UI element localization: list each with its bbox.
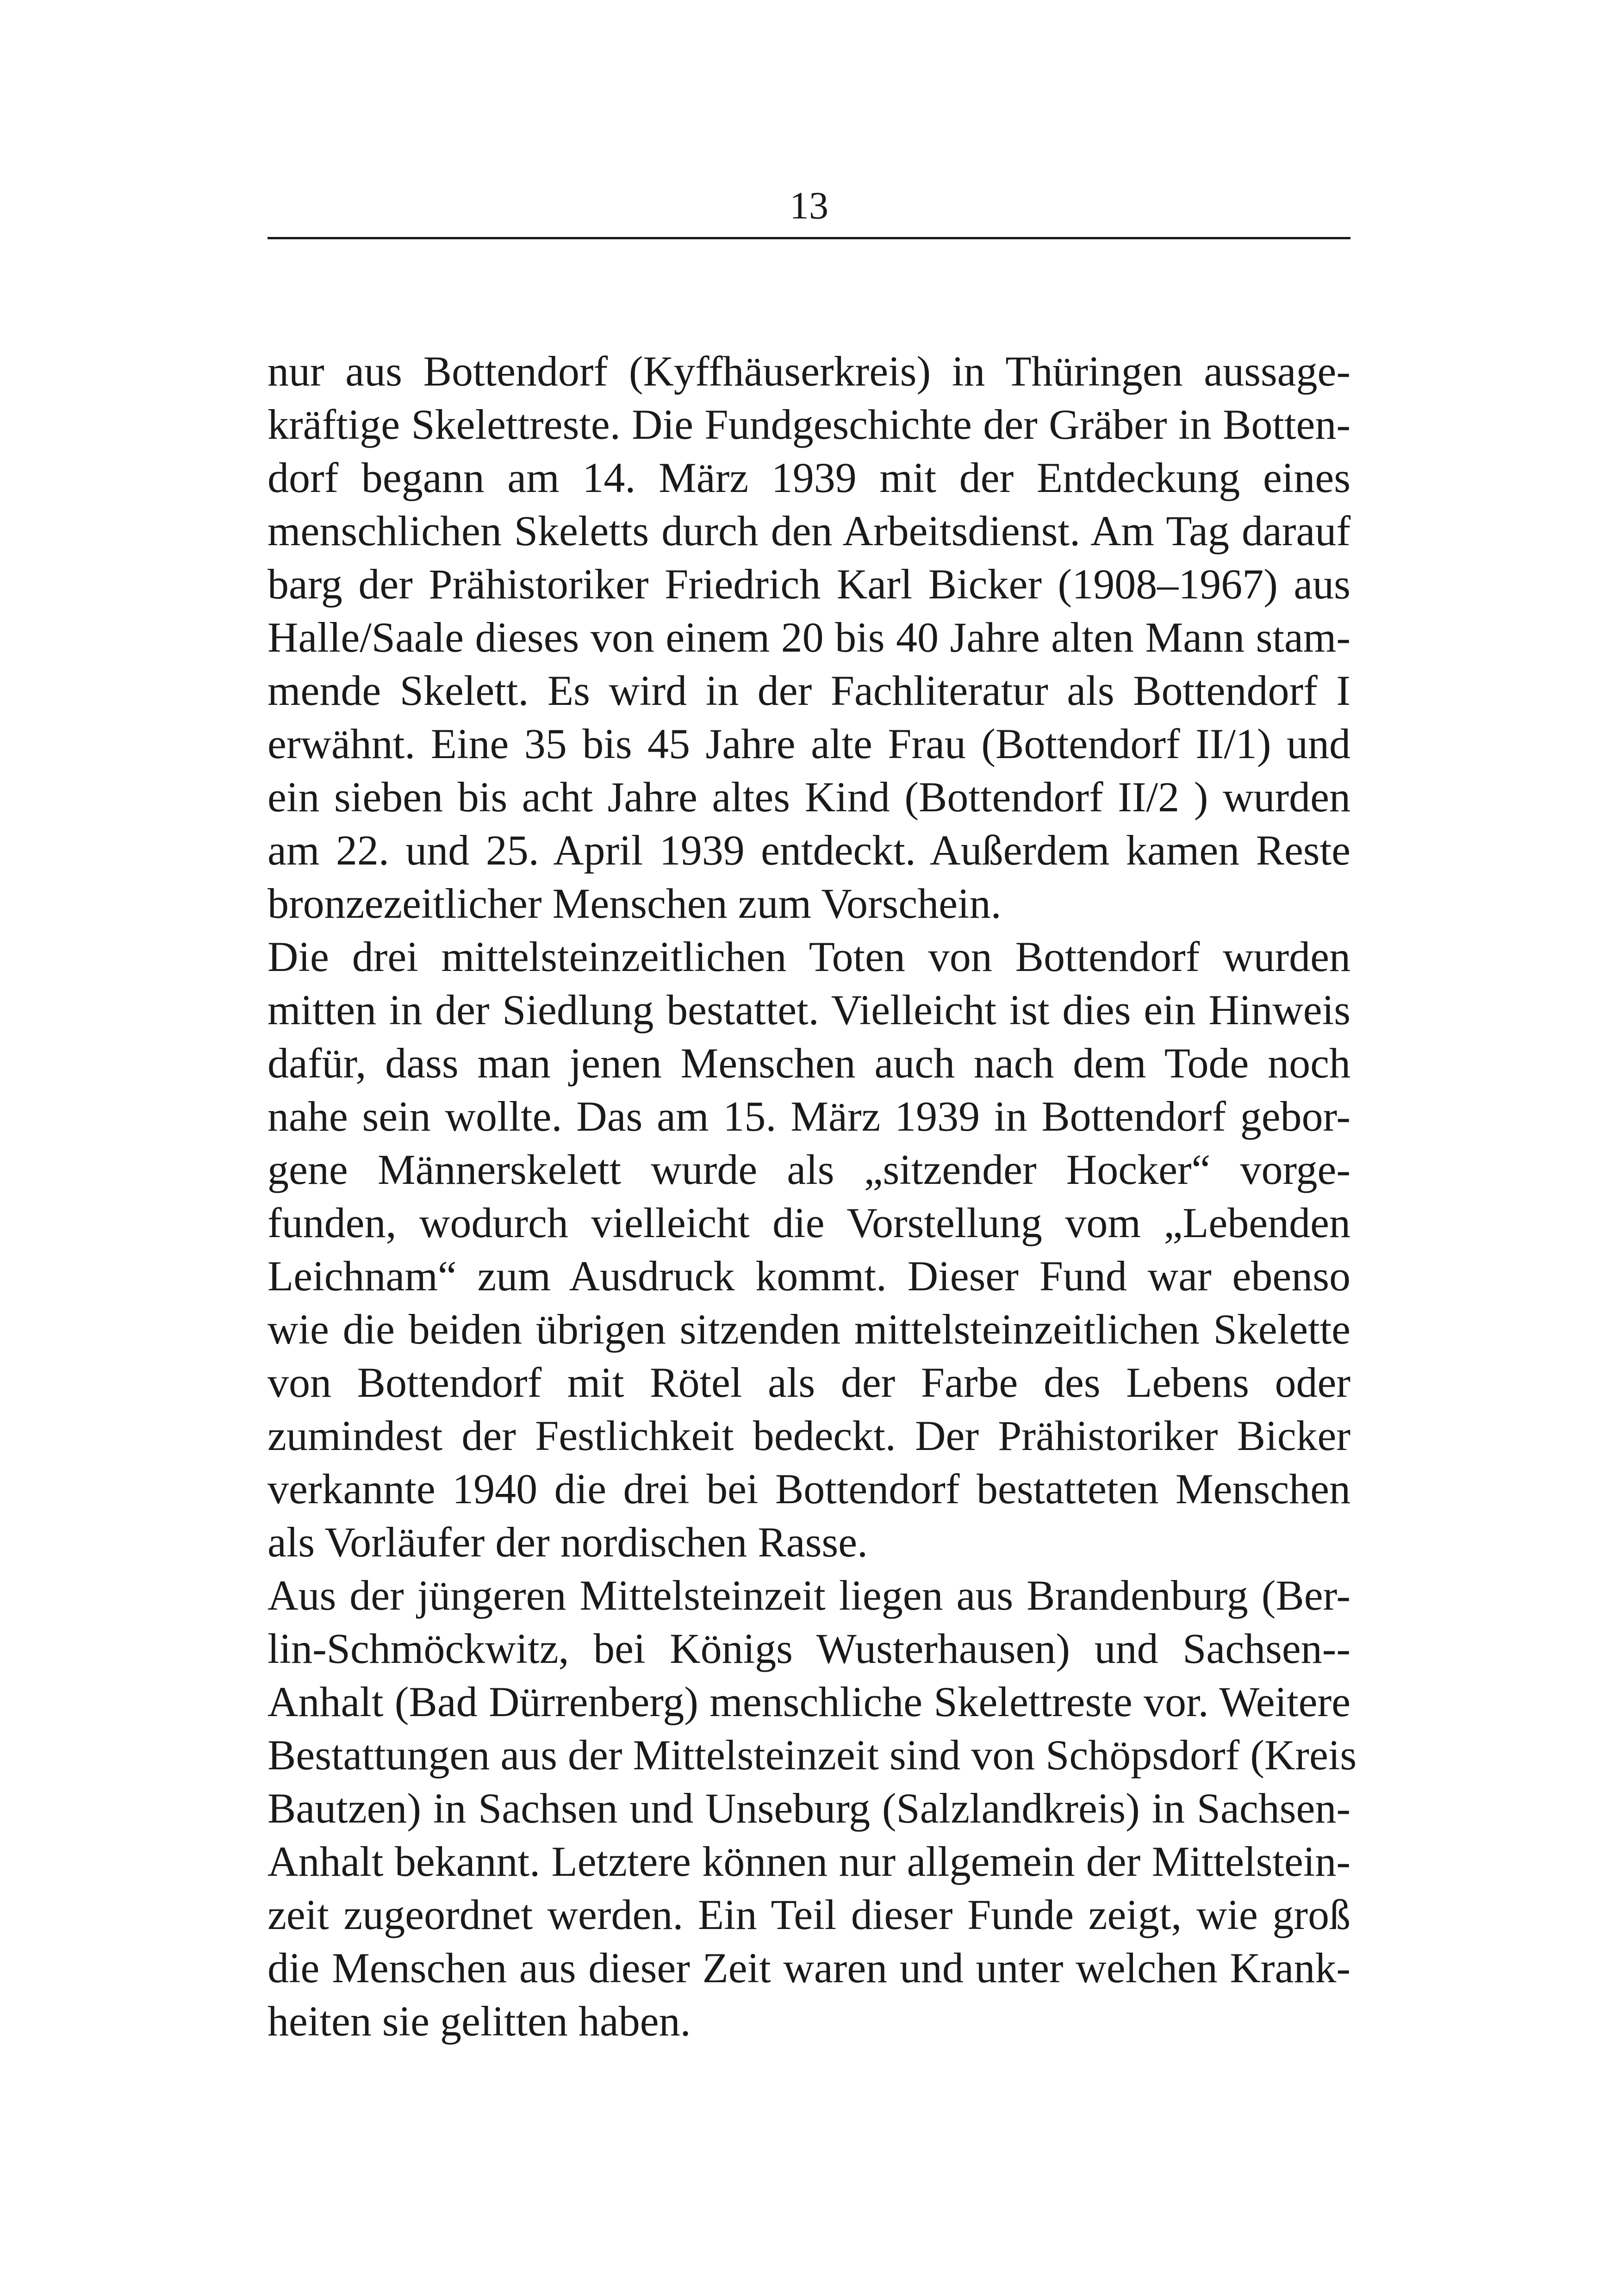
text-line: ein sieben bis acht Jahre altes Kind (Bottendorf II/2 ) wurden (268, 773, 1350, 821)
text-line: nahe sein wollte. Das am 15. März 1939 in Bottendorf gebor- (268, 1093, 1350, 1140)
text-line: heiten sie gelitten haben. (268, 1997, 691, 2045)
text-line: funden, wodurch vielleicht die Vorstellung vom „Lebenden (268, 1199, 1350, 1246)
text-line: nur aus Bottendorf (Kyffhäuserkreis) in Thüringen aussage- (268, 348, 1350, 395)
text-line: Anhalt bekannt. Letztere können nur allgemein der Mittelstein- (268, 1838, 1350, 1885)
paragraph-1 (268, 345, 1350, 930)
paragraph-3 (268, 1569, 1357, 2048)
text-line: Die drei mittelsteinzeitlichen Toten von Bottendorf wurden (268, 933, 1350, 980)
text-line: menschlichen Skeletts durch den Arbeitsdienst. Am Tag darauf (268, 507, 1350, 554)
text-line: Bestattungen aus der Mittelsteinzeit sind von Schöpsdorf (Kreis (268, 1731, 1357, 1779)
text-line: erwähnt. Eine 35 bis 45 Jahre alte Frau (Bottendorf II/1) und (268, 720, 1350, 767)
paragraph-2 (268, 930, 1350, 1569)
text-line: Anhalt (Bad Dürrenberg) menschliche Skelettreste vor. Weitere (268, 1678, 1350, 1725)
text-line: Halle/Saale dieses von einem 20 bis 40 Jahre alten Mann stam- (268, 614, 1350, 661)
text-line: Leichnam“ zum Ausdruck kommt. Dieser Fund war ebenso (268, 1252, 1350, 1300)
body-text (268, 345, 1357, 2048)
text-line: lin-Schmöckwitz, bei Königs Wusterhausen) und Sachsen-- (268, 1625, 1350, 1672)
text-line: mende Skelett. Es wird in der Fachliteratur als Bottendorf I (268, 667, 1350, 714)
text-line: dorf begann am 14. März 1939 mit der Entdeckung eines (268, 454, 1350, 501)
page-number: 13 (790, 184, 828, 227)
text-line: wie die beiden übrigen sitzenden mittelsteinzeitlichen Skelette (268, 1306, 1350, 1353)
text-line: von Bottendorf mit Rötel als der Farbe des Lebens oder (268, 1359, 1350, 1406)
text-line: Aus der jüngeren Mittelsteinzeit liegen aus Brandenburg (Ber- (268, 1572, 1350, 1619)
text-line: am 22. und 25. April 1939 entdeckt. Außerdem kamen Reste (268, 827, 1350, 874)
text-line: bronzezeitlicher Menschen zum Vorschein. (268, 880, 1002, 927)
header-rule (268, 237, 1350, 239)
text-line: zeit zugeordnet werden. Ein Teil dieser Funde zeigt, wie groß (268, 1891, 1350, 1938)
text-line: Bautzen) in Sachsen und Unseburg (Salzlandkreis) in Sachsen- (268, 1785, 1350, 1832)
text-line: mitten in der Siedlung bestattet. Vielleicht ist dies ein Hinweis (268, 986, 1350, 1033)
text-line: dafür, dass man jenen Menschen auch nach dem Tode noch (268, 1039, 1350, 1087)
text-line: gene Männerskelett wurde als „sitzender Hocker“ vorge- (268, 1146, 1350, 1193)
text-line: zumindest der Festlichkeit bedeckt. Der Prähistoriker Bicker (268, 1412, 1350, 1459)
text-line: verkannte 1940 die drei bei Bottendorf bestatteten Menschen (268, 1465, 1350, 1512)
text-line: barg der Prähistoriker Friedrich Karl Bicker (1908–1967) aus (268, 560, 1350, 608)
text-line: die Menschen aus dieser Zeit waren und unter welchen Krank- (268, 1944, 1350, 1991)
text-line: als Vorläufer der nordischen Rasse. (268, 1518, 868, 1566)
text-line: kräftige Skelettreste. Die Fundgeschichte der Gräber in Botten- (268, 401, 1350, 448)
